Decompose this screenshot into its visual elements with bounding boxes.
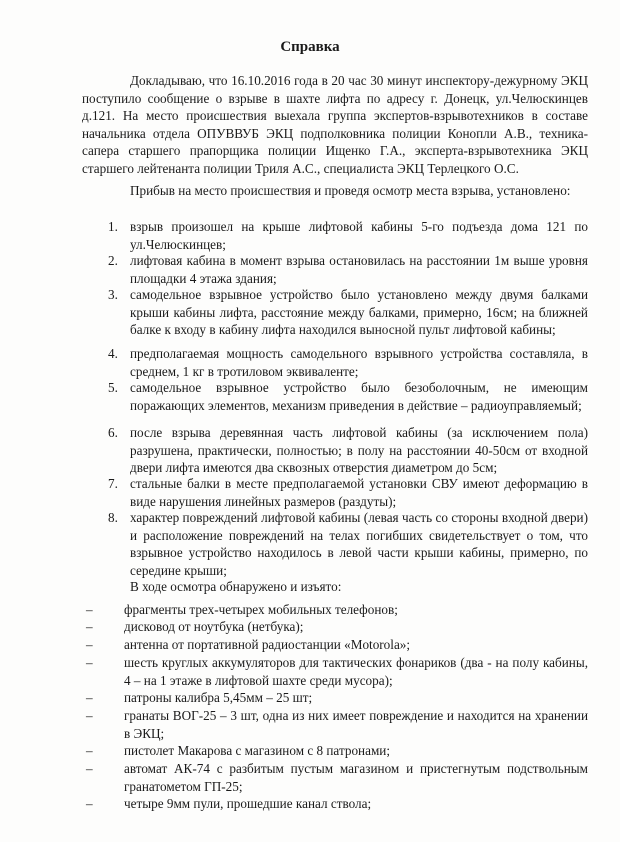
list-item (108, 424, 588, 477)
found-item (86, 760, 588, 795)
item-number: 4. (108, 346, 118, 361)
item-text: предполагаемая мощность самодельного взрывного устройства составляла, в среднем, 1 кг в тротиловом эквиваленте; (130, 346, 588, 379)
item-text: после взрыва деревянная часть лифтовой кабины (за исключением пола) разрушена, практически, полностью; в полу на расстоянии 40-50см от входной двери лифта имеются два сквозных отверстия диаметром до 5см; (130, 425, 588, 476)
item-number: 2. (108, 253, 118, 268)
dash-marker: – (86, 690, 93, 705)
found-item-text: патроны калибра 5,45мм – 25 шт; (124, 690, 313, 705)
intro-text: Докладываю, что 16.10.2016 года в 20 час 30 минут инспектору-дежурному ЭКЦ поступило сообщение о взрыве в шахте лифта по адресу г. Донецк, ул.Челюскинцев д.121. На место происшествия выехала группа экспертов-взрывотехников в составе начальника отдела ОПУВВУБ ЭКЦ подполковника полиции Конопли А.В., техника-сапера старшего прапорщика полиции Ищенко Г.А., эксперта-взрывотехника ЭКЦ старшего лейтенанта полиции Триля А.С., специалиста ЭКЦ Терлецкого О.С. (82, 73, 588, 176)
intro-paragraph (82, 72, 588, 178)
found-item (86, 707, 588, 742)
item-text: самодельное взрывное устройство было безоболочным, не имеющим поражающих элементов, механизм приведения в действие – радиоуправляемый; (130, 380, 588, 413)
list-item (108, 345, 588, 380)
item-text: характер повреждений лифтовой кабины (левая часть со стороны входной двери) и расположение повреждений на телах погибших свидетельствует о том, что взрывное устройство находилось в левой части крыши кабины, примерно, по середине крыши; (130, 510, 588, 578)
list-item (108, 475, 588, 510)
dash-marker: – (86, 619, 93, 634)
item-text: самодельное взрывное устройство было установлено между двумя балками крыши кабины лифта, расстояние между балками, примерно, 16см; на ближней балке к входу в кабину лифта находился выносной пульт лифтовой кабины; (130, 287, 588, 338)
item-number: 8. (108, 510, 118, 525)
found-heading: В ходе осмотра обнаружено и изъято: (130, 579, 342, 594)
established-text: Прибыв на место происшествия и проведя осмотр места взрыва, установлено: (130, 183, 571, 198)
found-item-text: дисковод от ноутбука (нетбука); (124, 619, 304, 634)
item-text: лифтовая кабина в момент взрыва остановилась на расстоянии 1м выше уровня площадки 4 этажа здания; (130, 253, 588, 286)
found-item (86, 742, 588, 760)
found-item-text: шесть круглых аккумуляторов для тактических фонариков (два - на полу кабины, 4 – на 1 этаже в лифтовой шахте среди мусора); (124, 655, 588, 688)
item-number: 3. (108, 287, 118, 302)
found-item-text: автомат АК-74 с разбитым пустым магазином и пристегнутым подствольным гранатометом ГП-25; (124, 761, 588, 794)
found-item-text: четыре 9мм пули, прошедшие канал ствола; (124, 796, 372, 811)
list-item (108, 286, 588, 339)
found-item (86, 618, 588, 636)
found-item-text: гранаты ВОГ-25 – 3 шт, одна из них имеет повреждение и находится на хранении в ЭКЦ; (124, 708, 588, 741)
document-title: Справка (280, 39, 340, 55)
list-item (108, 218, 588, 253)
dash-marker: – (86, 743, 93, 758)
found-item-text: антенна от портативной радиостанции «Motorola»; (124, 637, 411, 652)
dash-marker: – (86, 708, 93, 723)
item-number: 1. (108, 219, 118, 234)
established-paragraph (82, 182, 588, 200)
item-text: стальные балки в месте предполагаемой установки СВУ имеют деформацию в виде нарушения линейных размеров (раздуты); (130, 476, 588, 509)
found-item-text: пистолет Макарова с магазином с 8 патронами; (124, 743, 391, 758)
found-item (86, 689, 588, 707)
found-item (86, 654, 588, 689)
item-number: 7. (108, 476, 118, 491)
found-item (86, 795, 588, 813)
found-item (86, 601, 588, 619)
list-item (108, 509, 588, 579)
item-text: взрыв произошел на крыше лифтовой кабины 5-го подъезда дома 121 по ул.Челюскинцев; (130, 219, 588, 252)
dash-marker: – (86, 602, 93, 617)
list-item (108, 379, 588, 414)
found-item (86, 636, 588, 654)
item-number: 6. (108, 425, 118, 440)
list-item (108, 252, 588, 287)
dash-marker: – (86, 796, 93, 811)
dash-marker: – (86, 761, 93, 776)
dash-marker: – (86, 637, 93, 652)
found-item-text: фрагменты трех-четырех мобильных телефонов; (124, 602, 398, 617)
dash-marker: – (86, 655, 93, 670)
item-number: 5. (108, 380, 118, 395)
